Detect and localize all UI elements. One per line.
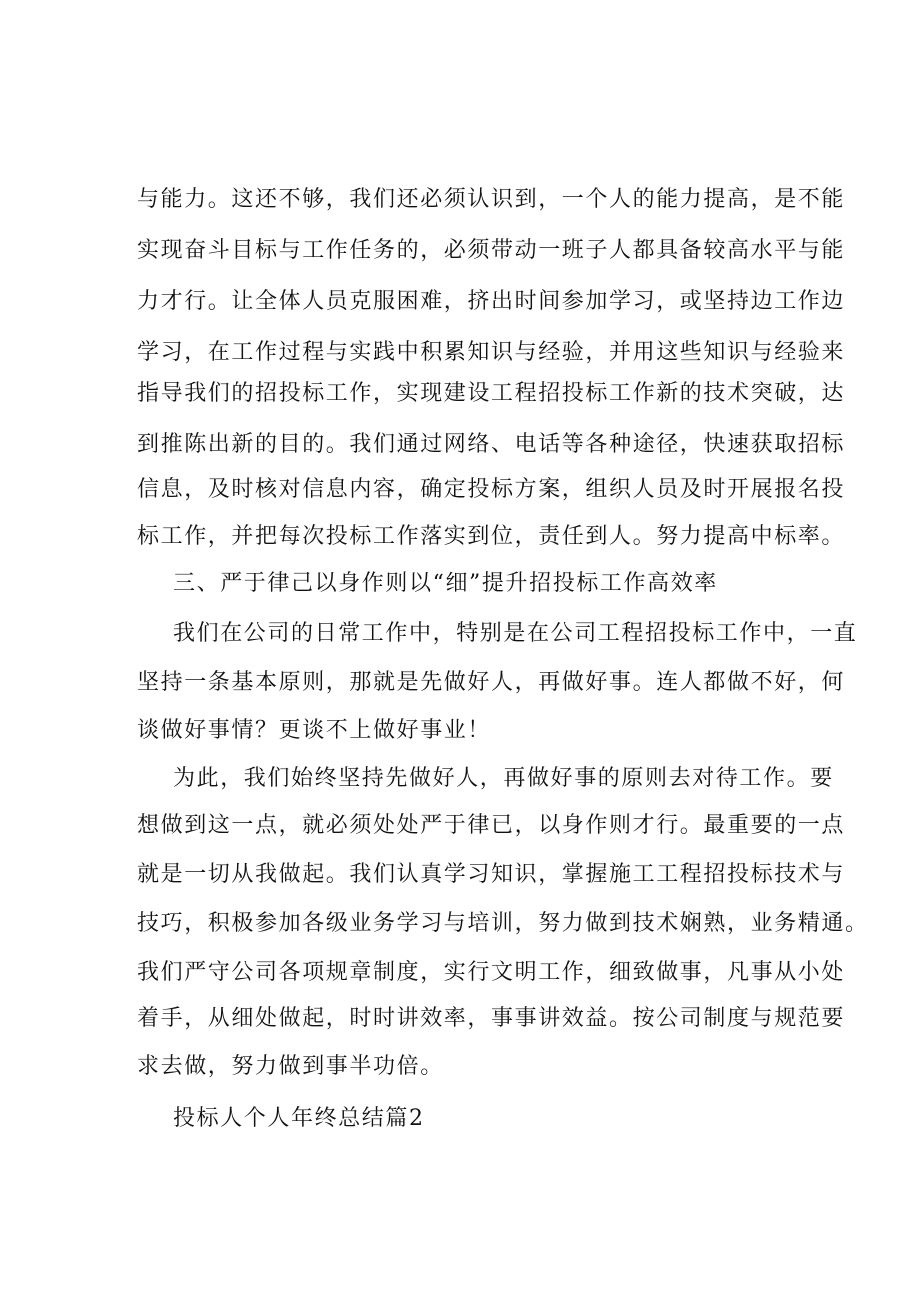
paragraph-line: 实现奋斗目标与工作任务的，必须带动一班子人都具备较高水平与能 (137, 238, 846, 263)
paragraph-line: 坚持一条基本原则，那就是先做好人，再做好事。连人都做不好，何 (137, 670, 846, 695)
paragraph-line: 为此，我们始终坚持先做好人，再做好事的原则去对待工作。要 (173, 766, 834, 791)
paragraph-line: 求去做，努力做到事半功倍。 (137, 1054, 444, 1079)
paragraph-line: 谈做好事情？更谈不上做好事业！ (137, 718, 492, 743)
paragraph-line: 学习，在工作过程与实践中积累知识与经验，并用这些知识与经验来 (137, 340, 846, 365)
paragraph-line: 就是一切从我做起。我们认真学习知识，掌握施工工程招投标技术与 (137, 862, 846, 887)
paragraph-line: 信息，及时核对信息内容，确定投标方案，组织人员及时开展报名投 (137, 477, 846, 502)
paragraph-line: 我们严守公司各项规章制度，实行文明工作，细致做事，凡事从小处 (137, 960, 846, 985)
paragraph-line: 想做到这一点，就必须处处严于律已，以身作则才行。最重要的一点 (137, 813, 846, 838)
paragraph-line: 标工作，并把每次投标工作落实到位，责任到人。努力提高中标率。 (137, 524, 846, 549)
paragraph-line: 力才行。让全体人员克服困难，挤出时间参加学习，或坚持边工作边 (137, 289, 846, 314)
section-title: 投标人个人年终总结篇2 (173, 1106, 425, 1131)
paragraph-line: 我们在公司的日常工作中，特别是在公司工程招投标工作中，一直 (173, 621, 858, 646)
section-heading: 三、严于律己以身作则以“细”提升招投标工作高效率 (173, 571, 718, 596)
paragraph-line: 指导我们的招投标工作，实现建设工程招投标工作新的技术突破，达 (137, 381, 846, 406)
paragraph-line: 与能力。这还不够，我们还必须认识到，一个人的能力提高，是不能 (137, 187, 846, 212)
paragraph-line: 技巧，积极参加各级业务学习与培训，努力做到技术娴熟，业务精通。 (137, 911, 869, 936)
paragraph-line: 着手，从细处做起，时时讲效率，事事讲效益。按公司制度与规范要 (137, 1006, 846, 1031)
paragraph-line: 到推陈出新的目的。我们通过网络、电话等各种途径，快速获取招标 (137, 432, 846, 457)
